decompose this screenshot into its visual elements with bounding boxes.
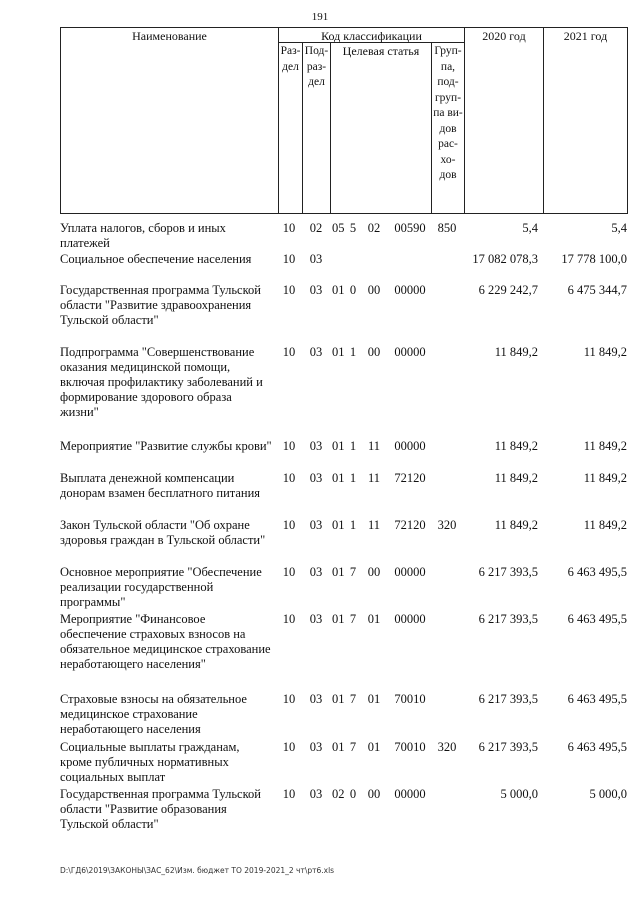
cell-p: 03 [309,787,323,801]
cell-c: 11 [367,518,381,532]
header-group: Груп- па, под- груп- па ви- дов рас- хо- дов [433,45,463,181]
cell-name: Социальные выплаты гражданам, кроме публичных нормативных социальных выплат [60,740,240,784]
cell-r: 10 [282,345,296,359]
cell-y1: 6 229 242,7 [478,283,538,297]
cell-name: Государственная программа Тульской области "Развитие здравоохранения Тульской области" [60,283,261,327]
header-target: Целевая статья [342,44,420,58]
cell-c: 01 [367,692,381,706]
cell-y2: 6 463 495,5 [567,565,627,579]
cell-a: 01 [332,612,345,626]
cell-p: 03 [309,252,323,266]
cell-d: 00000 [394,612,426,626]
cell-name: Страховые взносы на обязательное медицинское страхование неработающего населения [60,692,247,736]
cell-name: Мероприятие "Развитие службы крови" [60,439,272,453]
cell-d: 00590 [394,221,426,235]
cell-b: 0 [349,787,357,801]
cell-p: 03 [309,565,323,579]
cell-d: 00000 [394,439,426,453]
cell-b: 7 [349,612,357,626]
cell-name: Государственная программа Тульской области "Развитие образования Тульской области" [60,787,261,831]
cell-c: 00 [367,283,381,297]
header-code: Код классификации [321,29,422,43]
cell-d: 70010 [394,740,426,754]
cell-y1: 11 849,2 [494,439,538,453]
cell-g: 850 [437,221,457,235]
cell-b: 0 [349,283,357,297]
cell-d: 00000 [394,283,426,297]
cell-a: 01 [332,518,345,532]
cell-y1: 6 217 393,5 [478,692,538,706]
cell-y1: 5 000,0 [500,787,538,801]
cell-c: 02 [367,221,381,235]
cell-a: 01 [332,439,345,453]
cell-c: 00 [367,345,381,359]
cell-a: 01 [332,283,345,297]
cell-b: 7 [349,740,357,754]
header-razdel: Раз- дел [280,45,301,73]
cell-p: 03 [309,518,323,532]
header-year-2021: 2021 год [563,29,608,43]
cell-y1: 11 849,2 [494,518,538,532]
cell-name: Социальное обеспечение населения [60,252,252,266]
cell-r: 10 [282,221,296,235]
cell-c: 00 [367,787,381,801]
table-header [0,0,640,215]
cell-d: 72120 [394,471,426,485]
cell-r: 10 [282,518,296,532]
cell-a: 05 [332,221,345,235]
cell-g: 320 [437,740,457,754]
cell-y2: 5 000,0 [589,787,627,801]
cell-r: 10 [282,283,296,297]
cell-y2: 11 849,2 [583,518,627,532]
cell-p: 03 [309,740,323,754]
cell-r: 10 [282,471,296,485]
cell-y2: 11 849,2 [583,345,627,359]
cell-name: Выплата денежной компенсации донорам взамен бесплатного питания [60,471,261,500]
cell-b: 7 [349,692,357,706]
cell-p: 03 [309,439,323,453]
cell-d: 00000 [394,565,426,579]
cell-c: 11 [367,471,381,485]
cell-b: 1 [349,518,357,532]
cell-d: 00000 [394,345,426,359]
cell-y1: 11 849,2 [494,345,538,359]
cell-name: Мероприятие "Финансовое обеспечение страховых взносов на обязательное медицинское страхование неработающего населения" [60,612,271,671]
cell-p: 03 [309,692,323,706]
cell-name: Основное мероприятие "Обеспечение реализации государственной программы" [60,565,262,609]
cell-b: 5 [349,221,357,235]
header-podrazdel: Под- раз- дел [304,45,329,88]
cell-y1: 6 217 393,5 [478,740,538,754]
cell-c: 01 [367,740,381,754]
cell-r: 10 [282,252,296,266]
cell-a: 02 [332,787,345,801]
cell-c: 00 [367,565,381,579]
cell-r: 10 [282,787,296,801]
cell-y1: 11 849,2 [494,471,538,485]
cell-r: 10 [282,692,296,706]
cell-d: 00000 [394,787,426,801]
cell-y2: 6 463 495,5 [567,612,627,626]
file-path-footer: D:\ГД6\2019\ЗАКОНЫ\ЗАС_62\Изм. бюджет ТО 2019-2021_2 чт\рт6.xls [60,866,335,875]
cell-r: 10 [282,565,296,579]
cell-b: 1 [349,439,357,453]
header-name: Наименование [132,29,207,43]
cell-y1: 6 217 393,5 [478,565,538,579]
header-year-2020: 2020 год [482,29,526,43]
cell-c: 01 [367,612,381,626]
cell-r: 10 [282,740,296,754]
cell-a: 01 [332,345,345,359]
cell-p: 03 [309,612,323,626]
cell-y1: 6 217 393,5 [478,612,538,626]
cell-p: 03 [309,345,323,359]
cell-y2: 5,4 [611,221,627,235]
cell-b: 1 [349,471,357,485]
cell-a: 01 [332,565,345,579]
cell-y2: 11 849,2 [583,439,627,453]
cell-y2: 11 849,2 [583,471,627,485]
cell-r: 10 [282,439,296,453]
cell-name: Уплата налогов, сборов и иных платежей [60,221,226,250]
cell-y2: 6 463 495,5 [567,692,627,706]
cell-y2: 6 475 344,7 [567,283,627,297]
cell-y2: 17 778 100,0 [561,252,627,266]
cell-p: 03 [309,283,323,297]
cell-a: 01 [332,692,345,706]
cell-a: 01 [332,740,345,754]
cell-y2: 6 463 495,5 [567,740,627,754]
cell-y1: 17 082 078,3 [472,252,538,266]
cell-a: 01 [332,471,345,485]
page-number: 191 [311,11,329,23]
cell-name: Закон Тульской области "Об охране здоровья граждан в Тульской области" [60,518,266,547]
cell-c: 11 [367,439,381,453]
cell-r: 10 [282,612,296,626]
cell-b: 7 [349,565,357,579]
cell-name: Подпрограмма "Совершенствование оказания медицинской помощи, включая профилактику заболеваний и формирование здорового образа жизни" [60,345,263,419]
cell-p: 03 [309,471,323,485]
cell-y1: 5,4 [522,221,538,235]
cell-d: 70010 [394,692,426,706]
cell-d: 72120 [394,518,426,532]
cell-b: 1 [349,345,357,359]
cell-g: 320 [437,518,457,532]
cell-p: 02 [309,221,323,235]
